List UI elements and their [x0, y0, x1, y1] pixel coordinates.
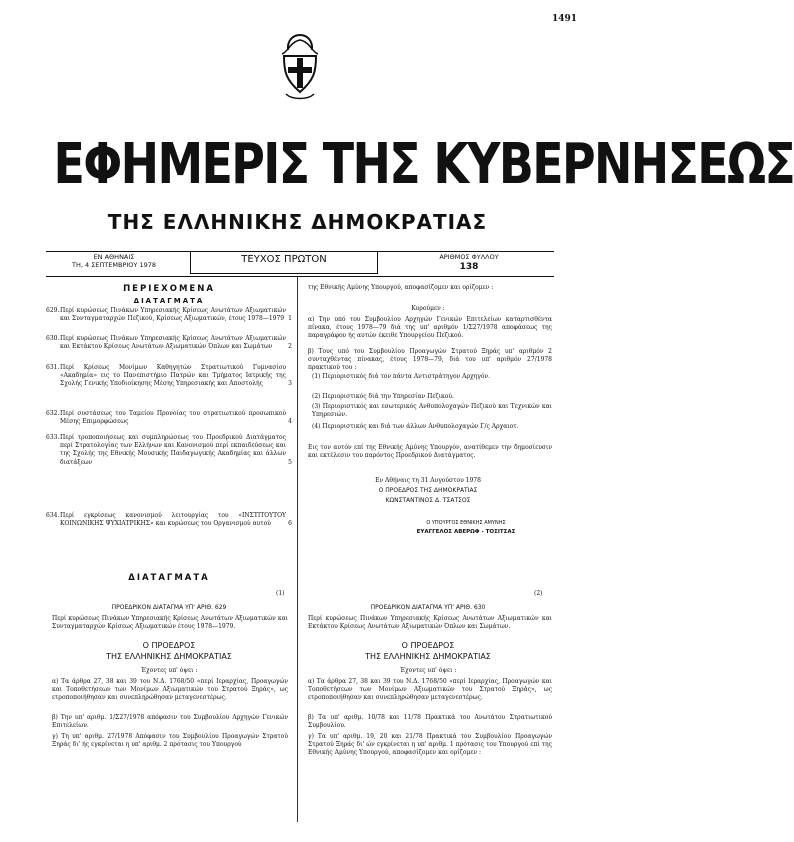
sheet-number: 138 — [459, 262, 479, 272]
republic-title: ΤΗΣ ΕΛΛΗΝΙΚΗΣ ΔΗΜΟΚΡΑΤΙΑΣ — [365, 652, 491, 661]
toc-item — [46, 512, 292, 528]
having-line: Έχοντες υπ' όψει : — [399, 667, 457, 674]
decrees-subtitle: ΔΙΑΤΑΓΜΑΤΑ — [133, 297, 205, 305]
toc-num: 632. — [46, 410, 60, 417]
toc-item — [46, 434, 292, 467]
toc-text: Περί Κρίσεως Μονίμων Καθηγητών Στρατιωτικού Γυμνασίου «Ακαδημία» εις το Πανεπιστήμιο Πατρών και Τμήματος Ιατρικής της Σχολής Γενικής Υποδιοίκησης Μέσης Υπηρεσιακής και Αποστολής — [60, 364, 286, 388]
decree-paragraph: α) Την υπό του Συμβουλίου Αρχηγών Γενικών Επιτελείων καταρτισθέντα πίνακα, έτους 1978—79 διά της υπ' αριθμόν 1/Σ27/1978 αποφάσεως της παραγράφου ής αυτών έκειθε Υπουργείου Πεζικού. — [308, 316, 552, 340]
toc-page: 1 — [288, 315, 292, 323]
toc-page: 2 — [288, 343, 292, 351]
decree-description: Περί κυρώσεως Πινάκων Υπηρεσιακής Κρίσεως Ανωτάτων Αξιωματικών και Εκτάκτου Κρίσεως Ανωτάτων Αξιωματικών Όπλων και Σωμάτων. — [308, 615, 552, 631]
toc-item — [46, 410, 292, 426]
toc-page: 5 — [288, 458, 292, 466]
greek-coat-of-arms-icon — [280, 20, 320, 106]
decree-continuation: της Εθνικής Αμύνης Υπουργού, αποφασίζομεν και ορίζομεν : — [308, 284, 494, 291]
place-line2: ΤΗ, 4 ΣΕΠΤΕΜΒΡΙΟΥ 1978 — [72, 261, 156, 269]
reference-number: (1) — [276, 590, 285, 597]
decree-paragraph: (2) Περιοριστικός διά την Υπηρεσίαν Πεζικού. — [312, 393, 454, 400]
masthead-title: ΕΦΗΜΕΡΙΣ ΤΗΣ ΚΥΒΕΡΝΗΣΕΩΣ — [53, 132, 794, 197]
kyrounen-line: Κυρούμεν : — [411, 305, 445, 312]
having-line: Έχοντες υπ' όψει : — [140, 667, 198, 674]
decree-paragraph: β) Τα υπ' αριθμ. 10/78 και 11/78 Πρακτικά του Ανωτάτου Στρατιωτικού Συμβουλίου. — [308, 714, 552, 730]
issue-box — [190, 251, 378, 274]
toc-text: Περί εγκρίσεως κανονισμού λειτουργίας του «ΙΝΣΤΙΤΟΥΤΟΥ ΚΟΙΝΩΝΙΚΗΣ ΨΥΧΙΑΤΡΙΚΗΣ» και κυρώσεως του Οργανισμού αυτού — [60, 512, 286, 528]
decree-paragraph: (3) Περιοριστικός και εσωτερικός Ανθυπολοχαγών Πεζικού και Τεχνικών και Υπηρεσιών. — [312, 403, 552, 419]
president-title: Ο ΠΡΟΕΔΡΟΣ — [401, 641, 455, 650]
toc-num: 634. — [46, 512, 60, 519]
column-divider — [297, 277, 298, 822]
republic-title: ΤΗΣ ΕΛΛΗΝΙΚΗΣ ΔΗΜΟΚΡΑΤΙΑΣ — [106, 652, 232, 661]
signatory-title: Ο ΠΡΟΕΔΡΟΣ ΤΗΣ ΔΗΜΟΚΡΑΤΙΑΣ — [378, 487, 478, 494]
divider — [46, 276, 554, 277]
president-title: Ο ΠΡΟΕΔΡΟΣ — [142, 641, 196, 650]
sheet-label: ΑΡΙΘΜΟΣ ΦΥΛΛΟΥ — [439, 253, 499, 261]
toc-text: Περί συστάσεως του Ταμείου Προνοίας του στρατιωτικού προσωπικού Μέσης Επιμορφώσεως — [60, 410, 286, 426]
decrees-title: ΔΙΑΤΑΓΜΑΤΑ — [128, 573, 210, 583]
minister-name: ΕΥΑΓΓΕΛΟΣ ΑΒΕΡΩΦ - ΤΟΣΙΤΣΑΣ — [416, 529, 516, 535]
decree-paragraph: γ) Τη υπ' αριθμ. 27/1978 Απόφασιν του Συμβουλίου Προαγωγών Στρατού Ξηράς δι' ής εγκρίνεται η υπ' αριθμ. 2 πρότασις του Υπουργού — [52, 733, 288, 749]
decree-paragraph: α) Τα άρθρα 27, 38 και 39 του Ν.Δ. 1768/50 «περί Ιεραρχίας, Προαγωγών και Τοποθετήσεων των Μονίμων Αξιωματικών του Στρατού Ξηράς», ως ετροποποιήθησαν και συνεπληρώθησαν μεταγενεστέρως. — [308, 678, 552, 702]
decree-paragraph: β) Τους υπό του Συμβουλίου Προαγωγών Στρατού Ξηράς υπ' αριθμόν 2 συνταχθέντας πίνακας, έτους 1978—79, διά του υπ' αριθμόν 27/1978 πρακτικού του : — [308, 348, 552, 372]
sheet-number-block — [404, 253, 534, 273]
decree-paragraph: β) Την υπ' αριθμ. 1/Σ27/1978 απόφασιν του Συμβουλίου Αρχηγών Γενικών Επιτελείων. — [52, 714, 288, 730]
closing-text: Εις τον αυτόν επί της Εθνικής Αμύνης Υπουργόν, ανατίθεμεν την δημοσίευσιν και εκτέλεσιν του παρόντος Προεδρικού Διατάγματος. — [308, 444, 552, 460]
decree-paragraph: (1) Περιοριστικός διά τον πάντα Αντιστράτηγον Αρχηγόν. — [312, 373, 491, 380]
publication-place — [54, 253, 174, 269]
masthead-subtitle: ΤΗΣ ΕΛΛΗΝΙΚΗΣ ΔΗΜΟΚΡΑΤΙΑΣ — [107, 210, 488, 234]
toc-item — [46, 364, 292, 389]
toc-num: 633. — [46, 434, 60, 441]
toc-page: 3 — [288, 380, 292, 388]
minister-title: Ο ΥΠΟΥΡΓΟΣ ΕΘΝΙΚΗΣ ΑΜΥΝΗΣ — [426, 520, 506, 526]
decree-date: Εν Αθήναις τη 31 Αυγούστου 1978 — [375, 477, 481, 484]
reference-number: (2) — [534, 590, 543, 597]
decree-paragraph: γ) Τα υπ' αριθμ. 19, 20 και 21/78 Πρακτικά του Συμβουλίου Προαγωγών Στρατού Ξηράς δι' ών εγκρίνεται η υπ' αριθμ. 1 πρότασις του Υπουργού επί της Εθνικής Αμύνης Υπουργού, αποφασίζομεν και ορίζομεν : — [308, 733, 552, 757]
decree-paragraph: α) Τα άρθρα 27, 38 και 39 του Ν.Δ. 1768/50 «περί Ιεραρχίας, Προαγωγών και Τοποθετήσεων των Μονίμων Αξιωματικών του Στρατού Ξηράς», ως ετροποποιήθησαν και συνεπληρώθησαν μεταγενεστέρως. — [52, 678, 288, 702]
contents-title: ΠΕΡΙΕΧΟΜΕΝΑ — [123, 284, 215, 294]
toc-item — [46, 335, 292, 351]
place-line1: ΕΝ ΑΘΗΝΑΙΣ — [93, 253, 135, 261]
toc-page: 6 — [288, 520, 292, 528]
toc-text: Περί κυρώσεως Πινάκων Υπηρεσιακής Κρίσεως Ανωτάτων Αξιωματικών και Εκτάκτου Κρίσεως Ανωτάτων Αξιωματικών Όπλων και Σωμάτων — [60, 335, 286, 351]
toc-page: 4 — [288, 418, 292, 426]
issue-label: ΤΕΥΧΟΣ ΠΡΩΤΟΝ — [241, 254, 327, 265]
page-number: 1491 — [552, 14, 578, 24]
decree-description: Περί κυρώσεως Πινάκων Υπηρεσιακής Κρίσεως Ανωτάτων Αξιωματικών και Συνταγματαρχών Κρίσεως Αξιωματικών έτους 1978—1979. — [52, 615, 288, 631]
toc-num: 630. — [46, 335, 60, 342]
toc-text: Περί κυρώσεως Πινάκων Υπηρεσιακής Κρίσεως Ανωτάτων Αξιωματικών και Συνταγματαρχών Πεζικού, Κρίσεως Αξιωματικών, έτους 1978—1979 — [60, 307, 286, 323]
signatory-name: ΚΩΝΣΤΑΝΤΙΝΟΣ Δ. ΤΣΑΤΣΟΣ — [385, 497, 471, 504]
toc-item — [46, 307, 292, 323]
decree-paragraph: (4) Περιοριστικός και διά των άλλων Ανθυπολοχαγών Γ/ς Αρχαιοτ. — [312, 423, 519, 430]
toc-text: Περί τροποποιήσεως και συμπληρώσεως του Προεδρικού Διατάγματος περί Στρατολογίας των Ελλήνων και Κανονισμού περί εκπαιδεύσεως και της Σχολής της Εθνικής Μουσικής Παιδαγωγικής Ακαδημίας και άλλων διατάξεων — [60, 434, 286, 466]
decree-heading: ΠΡΟΕΔΡΙΚΟΝ ΔΙΑΤΑΓΜΑ ΥΠ' ΑΡΙΘ. 629 — [111, 604, 227, 611]
toc-num: 629. — [46, 307, 60, 314]
decree-heading: ΠΡΟΕΔΡΙΚΟΝ ΔΙΑΤΑΓΜΑ ΥΠ' ΑΡΙΘ. 630 — [370, 604, 486, 611]
toc-num: 631. — [46, 364, 60, 371]
